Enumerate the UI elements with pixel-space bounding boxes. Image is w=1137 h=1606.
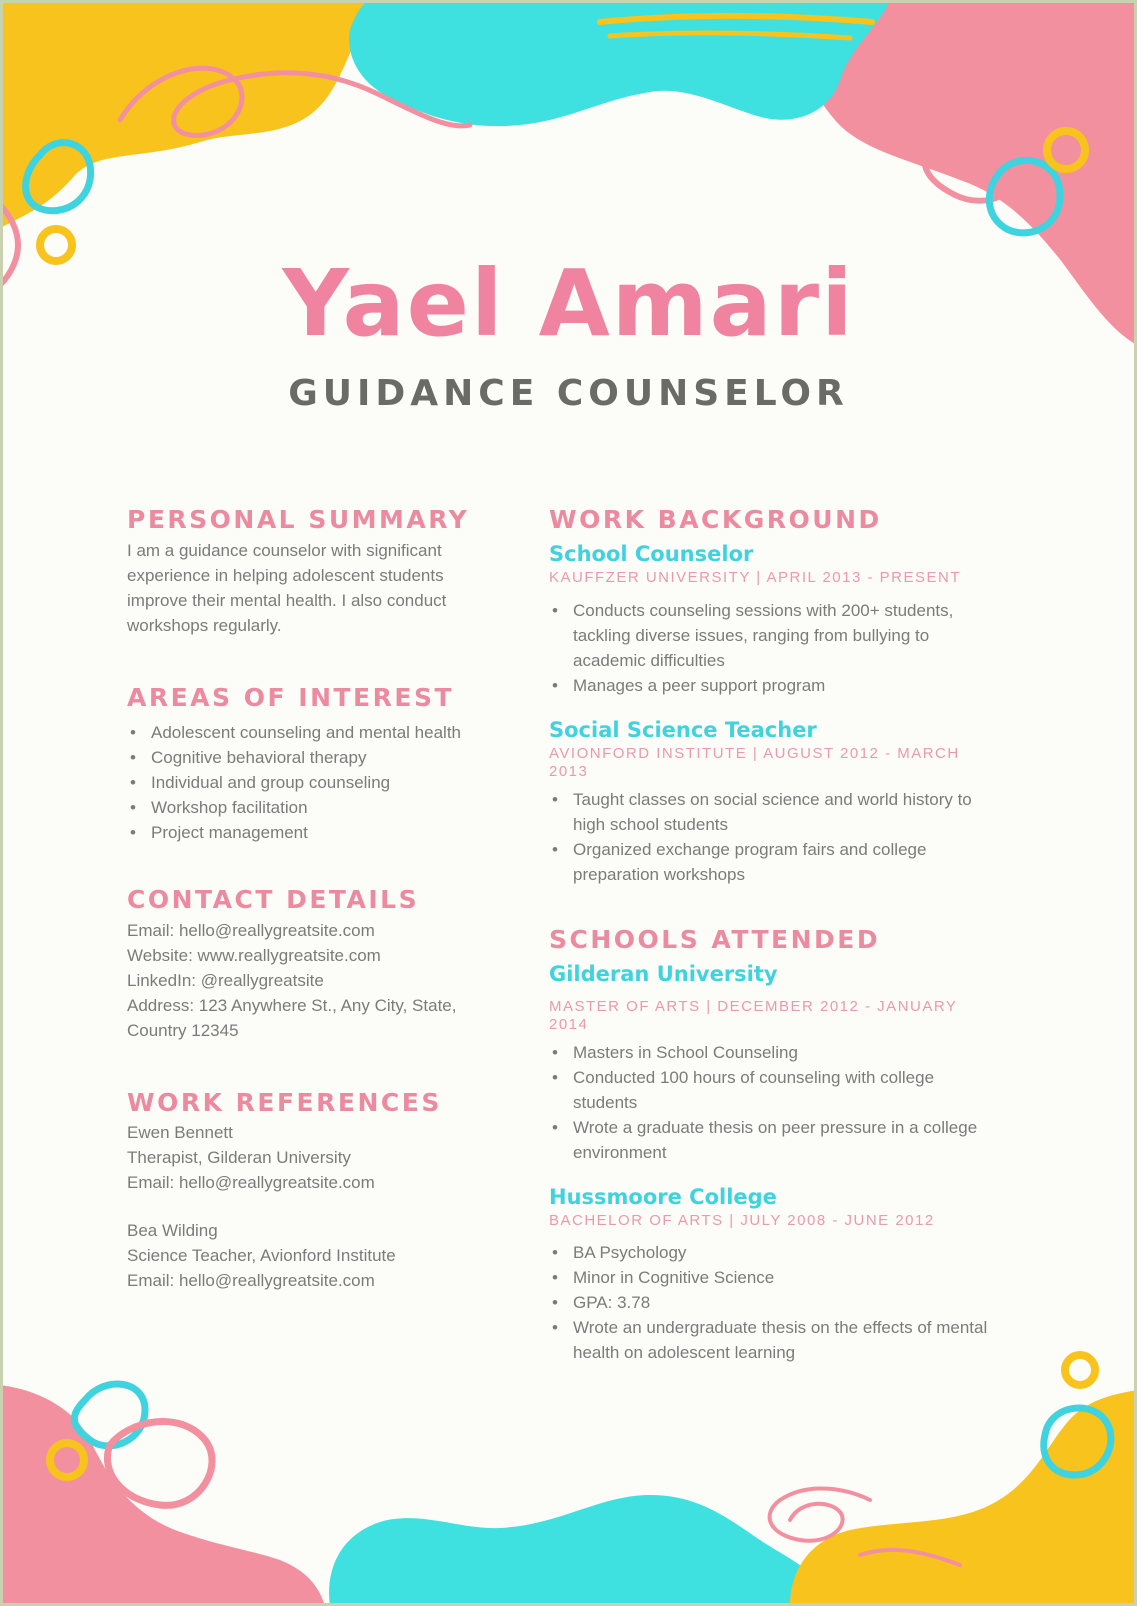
contact-address: Address: 123 Anywhere St., Any City, State, Country 12345: [127, 996, 457, 1040]
school-bullets: [549, 1040, 989, 1165]
contact-website[interactable]: Website: www.reallygreatsite.com: [127, 946, 381, 965]
list-item: • Workshop facilitation: [127, 795, 487, 820]
personal-summary-text: I am a guidance counselor with significant experience in helping adolescent students improve their mental health. I also conduct workshops regularly.: [127, 541, 447, 635]
school-meta: MASTER OF ARTS | DECEMBER 2012 - JANUARY 2014: [549, 998, 958, 1033]
list-item: • Masters in School Counseling: [549, 1040, 989, 1065]
school-meta: BACHELOR OF ARTS | JULY 2008 - JUNE 2012: [549, 1212, 935, 1229]
job-meta: KAUFFZER UNIVERSITY | APRIL 2013 - PRESENT: [549, 569, 961, 586]
contact-linkedin[interactable]: LinkedIn: @reallygreatsite: [127, 971, 324, 990]
reference-2: [127, 1218, 487, 1293]
job-bullets: [549, 787, 989, 887]
reference-title: Science Teacher, Avionford Institute: [127, 1246, 396, 1265]
list-item: • Organized exchange program fairs and college preparation workshops: [549, 837, 989, 887]
candidate-name: Yael Amari: [282, 250, 855, 357]
list-item: • Individual and group counseling: [127, 770, 487, 795]
job-title: GUIDANCE COUNSELOR: [288, 373, 849, 414]
blob-yellow-bottom-right: [790, 1390, 1137, 1606]
work-references-heading: WORK REFERENCES: [127, 1088, 442, 1117]
reference-email[interactable]: Email: hello@reallygreatsite.com: [127, 1173, 375, 1192]
list-item: • Wrote an undergraduate thesis on the effects of mental health on adolescent learning: [549, 1315, 989, 1365]
list-item: • Project management: [127, 820, 487, 845]
list-item: • Cognitive behavioral therapy: [127, 745, 487, 770]
list-item: • Minor in Cognitive Science: [549, 1265, 989, 1290]
list-item: • Conducted 100 hours of counseling with college students: [549, 1065, 989, 1115]
list-item: • GPA: 3.78: [549, 1290, 989, 1315]
school-bullets: [549, 1240, 989, 1365]
contact-email[interactable]: Email: hello@reallygreatsite.com: [127, 921, 375, 940]
areas-of-interest-heading: AREAS OF INTEREST: [127, 683, 455, 712]
list-item: • Wrote a graduate thesis on peer pressure in a college environment: [549, 1115, 989, 1165]
list-item: • Adolescent counseling and mental health: [127, 720, 487, 745]
blob-yellow-top-left: [0, 0, 375, 228]
contact-details: [127, 918, 487, 1043]
list-item: • Taught classes on social science and world history to high school students: [549, 787, 989, 837]
schools-attended-heading: SCHOOLS ATTENDED: [549, 925, 881, 954]
reference-email[interactable]: Email: hello@reallygreatsite.com: [127, 1271, 375, 1290]
work-background-heading: WORK BACKGROUND: [549, 505, 882, 534]
contact-details-heading: CONTACT DETAILS: [127, 885, 420, 914]
school-title-hussmoore: Hussmoore College: [549, 1185, 777, 1209]
list-item: • BA Psychology: [549, 1240, 989, 1265]
list-item: • Manages a peer support program: [549, 673, 989, 698]
list-item: • Conducts counseling sessions with 200+ students, tackling diverse issues, ranging from bullying to academic difficulties: [549, 598, 989, 673]
job-title-social-science-teacher: Social Science Teacher: [549, 718, 817, 742]
personal-summary-heading: PERSONAL SUMMARY: [127, 505, 470, 534]
reference-title: Therapist, Gilderan University: [127, 1148, 351, 1167]
areas-of-interest-list: [127, 720, 487, 845]
reference-name: Ewen Bennett: [127, 1123, 233, 1142]
reference-name: Bea Wilding: [127, 1221, 218, 1240]
school-title-gilderan: Gilderan University: [549, 962, 778, 986]
job-title-school-counselor: School Counselor: [549, 542, 754, 566]
blob-teal-bottom: [329, 1495, 830, 1606]
reference-1: [127, 1120, 487, 1195]
job-meta: AVIONFORD INSTITUTE | AUGUST 2012 - MARCH 2013: [549, 745, 960, 780]
job-bullets: [549, 598, 989, 698]
